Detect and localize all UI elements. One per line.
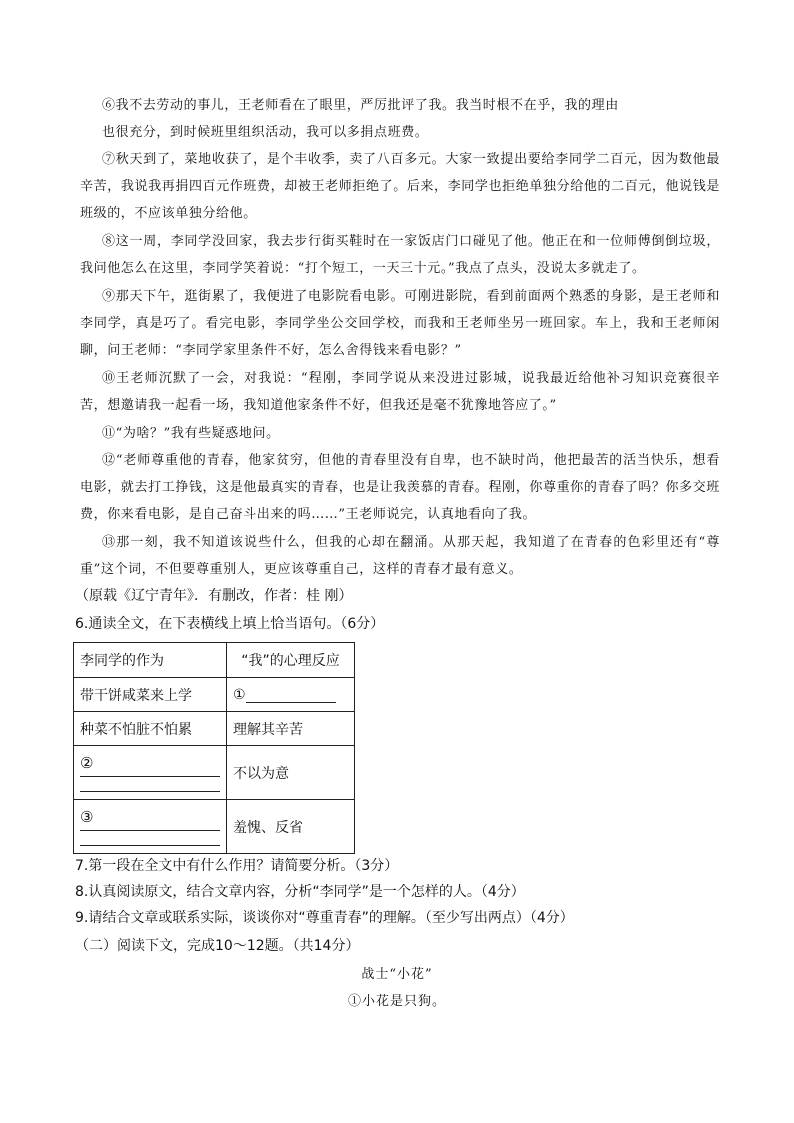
section-2-heading: （二）阅读下文，完成10～12题。（共14分） — [75, 938, 360, 954]
blank-number: ② — [80, 753, 94, 772]
answer-blank-3-continued[interactable] — [80, 831, 220, 846]
table-row — [74, 712, 355, 746]
table-cell: 羞愧、反省 — [227, 800, 355, 854]
table-header-cell: 李同学的作为 — [74, 643, 227, 678]
passage-paragraph-11: ⑪“为啥？”我有些疑惑地问。 — [102, 426, 280, 441]
question-8: 8.认真阅读原文，结合文章内容，分析“李同学”是一个怎样的人。（4分） — [75, 884, 525, 900]
passage-paragraph-6-line-2: 也很充分，到时候班里组织活动，我可以多捐点班费。 — [102, 125, 429, 140]
next-passage-title: 战士“小花” — [361, 967, 433, 982]
passage-paragraph-9: ⑨那天下午，逛街累了，我便进了电影院看电影。可刚进影院，看到前面两个熟悉的身影，是王老师和李同学，真是巧了。看完电影，李同学坐公交回学校，而我和王老师坐另一班回家。车上，我和王老师闲聊，问王老师：“李同学家里条件不好，怎么舍得钱来看电影？” — [80, 289, 720, 358]
question-9: 9.请结合文章或联系实际，谈谈你对“尊重青春”的理解。（至少写出两点）（4分） — [75, 910, 574, 926]
table-header-row — [74, 643, 355, 678]
question-6: 6.通读全文，在下表横线上填上恰当语句。（6分） — [75, 616, 385, 632]
passage-paragraph-6-line-1: ⑥我不去劳动的事儿，王老师看在了眼里，严厉批评了我。我当时根不在乎，我的理由 — [102, 98, 619, 113]
table-row — [74, 746, 355, 800]
table-cell: 种菜不怕脏不怕累 — [74, 712, 227, 746]
table-cell — [74, 746, 227, 800]
passage-paragraph-8: ⑧这一周，李同学没回家，我去步行街买鞋时在一家饭店门口碰见了他。他正在和一位师傅倒倒垃圾，我问他怎么在这里，李同学笑着说：“打个短工，一天三十元。”我点了点头，没说太多就走了。 — [80, 234, 720, 276]
answer-blank-3[interactable] — [80, 808, 220, 831]
blank-number: ① — [233, 686, 246, 703]
passage-paragraph-13: ⑬那一刻，我不知道该说些什么，但我的心却在翻涌。从那天起，我知道了在青春的色彩里还有“尊重”这个词，不但要尊重别人，更应该尊重自己，这样的青春才最有意义。 — [80, 535, 720, 577]
table-row — [74, 800, 355, 854]
answer-table — [73, 642, 355, 854]
blank-number: ③ — [80, 807, 94, 826]
table-cell — [227, 678, 355, 712]
table-row — [74, 678, 355, 712]
table-header-cell: “我”的心理反应 — [227, 643, 355, 678]
passage-paragraph-7: ⑦秋天到了，菜地收获了，是个丰收季，卖了八百多元。大家一致提出要给李同学二百元，因为数他最辛苦，我说我再捐四百元作班费，却被王老师拒绝了。后来，李同学也拒绝单独分给他的二百元，他说钱是班级的，不应该单独分给他。 — [80, 152, 720, 221]
answer-blank-2-continued[interactable] — [80, 777, 220, 792]
table-cell — [74, 800, 227, 854]
answer-blank-1[interactable] — [246, 688, 336, 703]
next-passage-first-line: ①小花是只狗。 — [347, 994, 446, 1009]
passage-paragraph-10: ⑩王老师沉默了一会，对我说：“程刚，李同学说从来没进过影城，说我最近给他补习知识竞赛很辛苦，想邀请我一起看一场，我知道他家条件不好，但我还是毫不犹豫地答应了。” — [80, 371, 720, 413]
table-cell: 不以为意 — [227, 746, 355, 800]
answer-blank-2[interactable] — [80, 754, 220, 777]
table-cell: 理解其辛苦 — [227, 712, 355, 746]
question-7: 7.第一段在全文中有什么作用？请简要分析。（3分） — [75, 858, 399, 874]
passage-paragraph-12: ⑫“老师尊重他的青春，他家贫穷，但他的青春里没有自卑，也不缺时尚，他把最苦的活当快乐，想看电影，就去打工挣钱，这是他最真实的青春，也是让我羡慕的青春。程刚，你尊重你的青春了吗？你多交班费，你来看电影，是自己奋斗出来的吗……”王老师说完，认真地看向了我。 — [80, 453, 720, 522]
table-cell: 带干饼咸菜来上学 — [74, 678, 227, 712]
passage-source: （原载《辽宁青年》．有删改，作者：桂 刚） — [75, 588, 353, 604]
